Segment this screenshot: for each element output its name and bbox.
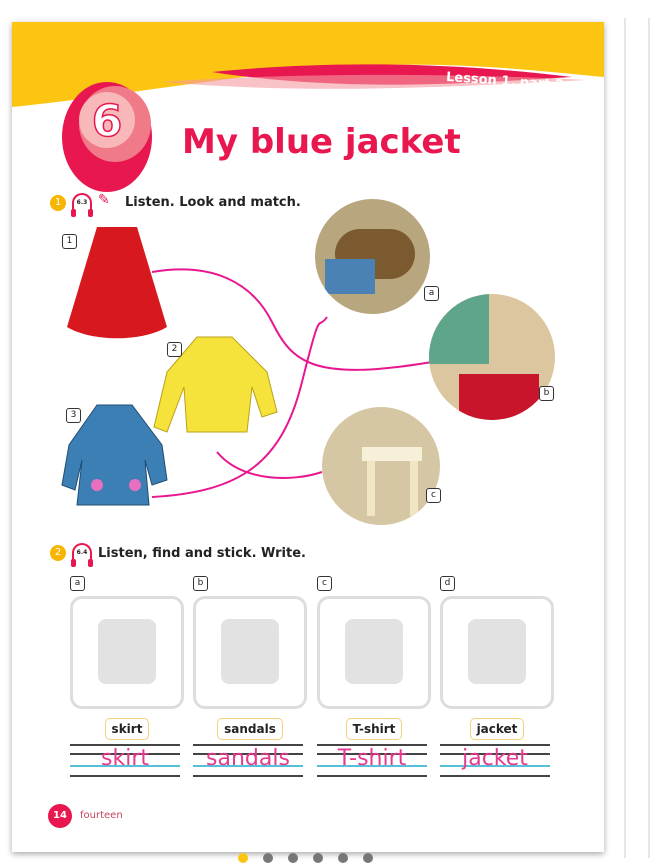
pager-dot[interactable] — [263, 853, 273, 863]
card-letter: a — [70, 576, 85, 591]
page-word: fourteen — [80, 810, 123, 821]
sticker-slot-jacket[interactable] — [440, 596, 554, 709]
item-label: 3 — [66, 408, 81, 423]
word-label-wrap — [193, 718, 307, 737]
writing-lines[interactable] — [440, 744, 550, 776]
handwritten-word: skirt — [101, 746, 149, 771]
pager-dot[interactable] — [363, 853, 373, 863]
exercise-instruction: Listen. Look and match. — [125, 195, 301, 210]
card-letter: b — [193, 576, 208, 591]
red-skirt-image — [62, 222, 172, 342]
exercise-number: 1 — [50, 195, 66, 211]
pager-dot[interactable] — [313, 853, 323, 863]
picture-a-dog — [315, 199, 430, 314]
word-label-wrap — [70, 718, 184, 737]
word-label: T-shirt — [346, 718, 403, 740]
exercise-instruction: Listen, find and stick. Write. — [98, 546, 306, 561]
lesson-label: Lesson 1, part 2 — [445, 69, 565, 94]
book-page — [12, 22, 604, 852]
headphones-icon[interactable] — [72, 193, 92, 213]
picture-label: a — [424, 286, 439, 301]
writing-lines[interactable] — [193, 744, 303, 776]
writing-lines[interactable] — [317, 744, 427, 776]
headphones-icon[interactable] — [72, 543, 92, 563]
scroll-divider — [624, 18, 626, 858]
picture-label: b — [539, 386, 554, 401]
picture-b-hanger — [429, 294, 555, 420]
page-title: My blue jacket — [182, 122, 461, 162]
unit-number: 6 — [91, 96, 123, 147]
page-number: 14 — [48, 804, 72, 828]
sticker-slot-skirt[interactable] — [70, 596, 184, 709]
writing-lines[interactable] — [70, 744, 180, 776]
sticker-slot-T-shirt[interactable] — [317, 596, 431, 709]
item-label: 2 — [167, 342, 182, 357]
word-label: skirt — [105, 718, 150, 740]
scroll-divider — [648, 18, 650, 858]
pencil-icon: ✎ — [98, 192, 110, 208]
audio-track: 6.3 — [76, 199, 88, 206]
handwritten-word: T-shirt — [337, 746, 407, 771]
item-label: 1 — [62, 234, 77, 249]
word-label-wrap — [317, 718, 431, 737]
word-label-wrap — [440, 718, 554, 737]
word-label: sandals — [217, 718, 283, 740]
picture-c-stool — [322, 407, 440, 525]
exercise-number: 2 — [50, 545, 66, 561]
unit-badge — [57, 62, 167, 202]
audio-track: 6.4 — [76, 549, 88, 556]
handwritten-word: sandals — [206, 746, 290, 771]
picture-label: c — [426, 488, 441, 503]
pager-dot[interactable] — [288, 853, 298, 863]
handwritten-word: jacket — [462, 746, 528, 771]
word-label: jacket — [470, 718, 525, 740]
card-letter: c — [317, 576, 332, 591]
sticker-slot-sandals[interactable] — [193, 596, 307, 709]
pager-dot[interactable] — [238, 853, 248, 863]
card-letter: d — [440, 576, 455, 591]
pager-dot[interactable] — [338, 853, 348, 863]
